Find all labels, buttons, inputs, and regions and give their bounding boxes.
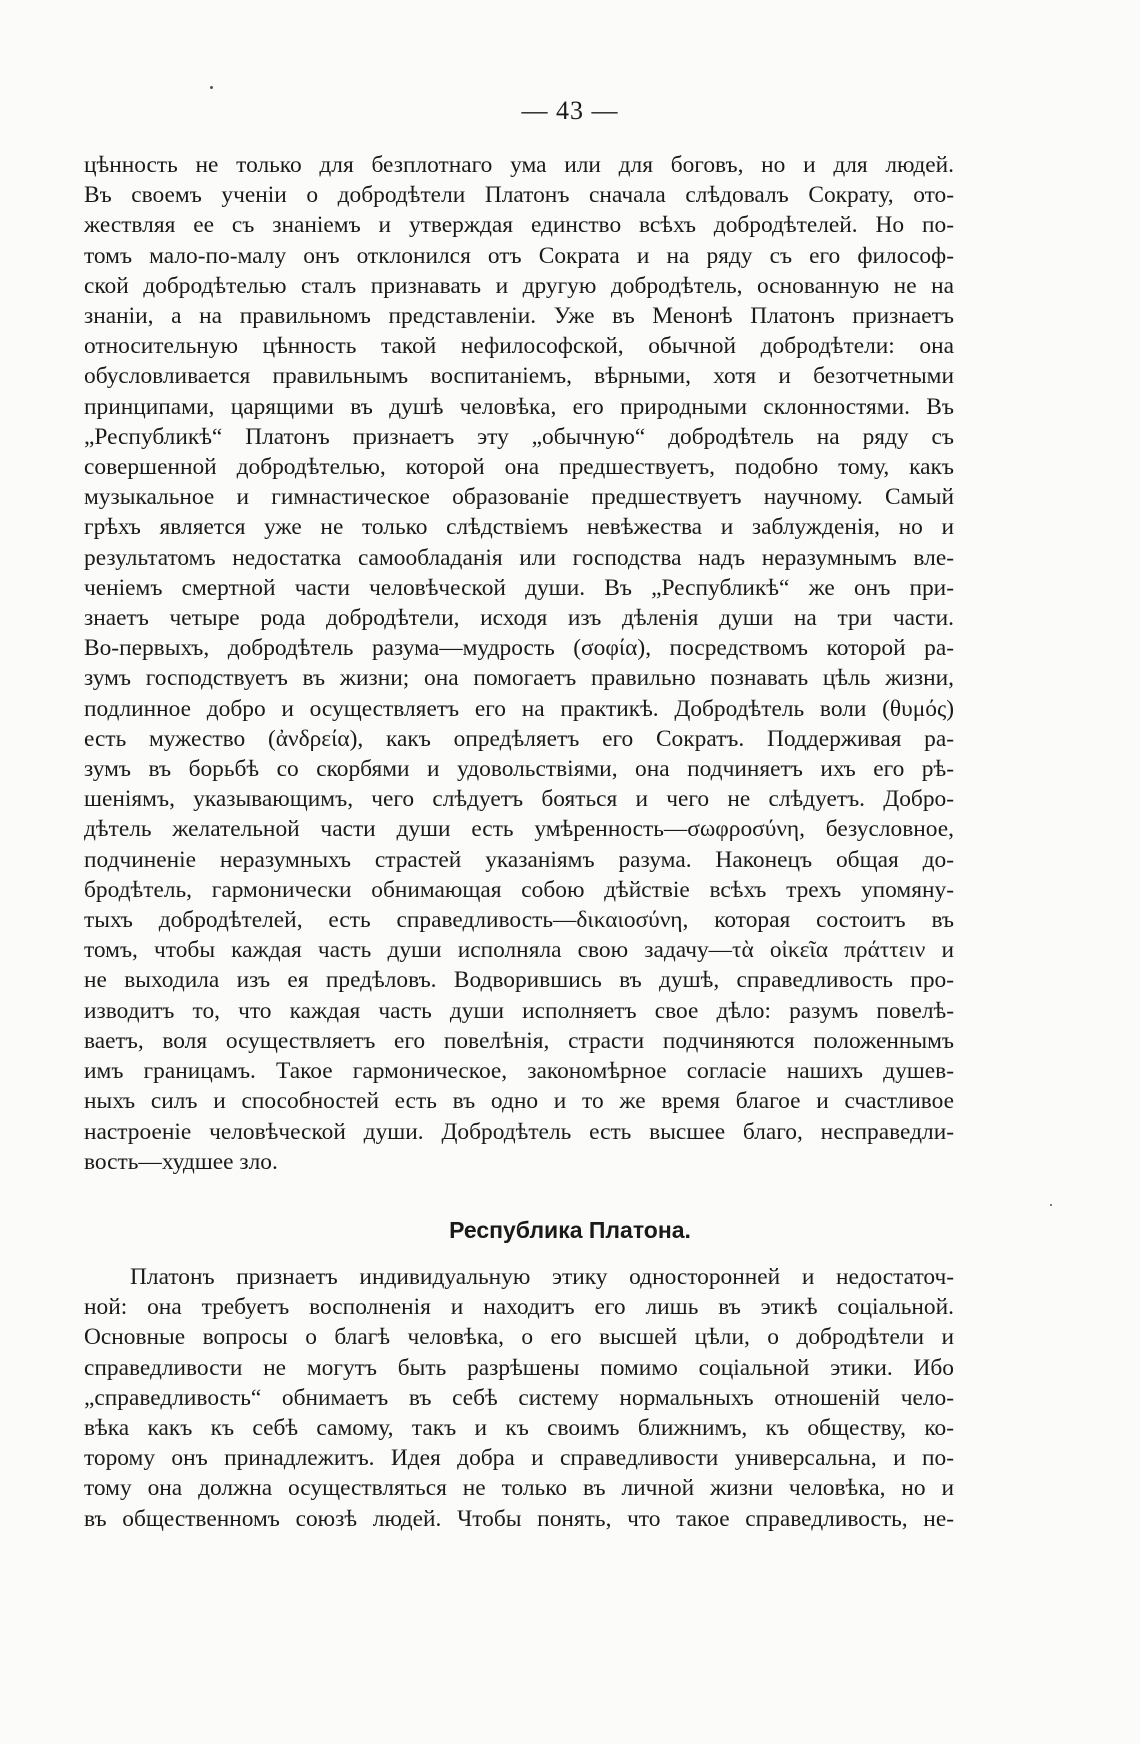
text-line: обусловливается правильнымъ воспитаніемъ, вѣрными, хотя и безотчетными [84, 363, 954, 390]
text-line: ныхъ силъ и способностей есть въ одно и то же время благое и счастливое [84, 1088, 954, 1115]
scan-speck [210, 86, 213, 89]
text-line: томъ мало-по-малу онъ отклонился отъ Сократа и на ряду съ его философ- [84, 242, 954, 269]
text-line: тыхъ добродѣтелей, есть справедливость—δικαιοσύνη, которая состоитъ въ [84, 907, 954, 934]
text-line: музыкальное и гимнастическое образованіе предшествуетъ научному. Самый [84, 484, 954, 511]
text-line: вость—худшее зло. [84, 1148, 278, 1175]
text-line: Платонъ признаетъ индивидуальную этику односторонней и недостаточ- [130, 1264, 954, 1290]
text-line: относительную цѣнность такой нефилософской, обычной добродѣтели: она [84, 333, 954, 360]
text-line: принципами, царящими въ душѣ человѣка, его природными склонностями. Въ [84, 393, 954, 420]
text-line: справедливости не могутъ быть разрѣшены помимо соціальной этики. Ибо [84, 1354, 954, 1381]
text-line: ской добродѣтелью сталъ признавать и другую добродѣтель, основанную не на [84, 272, 954, 299]
text-line: Во-первыхъ, добродѣтель разума—мудрость (σοφία), посредствомъ которой ра- [84, 635, 954, 662]
text-line: знаетъ четыре рода добродѣтели, исходя изъ дѣленія души на три части. [84, 605, 954, 632]
text-line: подчиненіе неразумныхъ страстей указаніямъ разума. Наконецъ общая до- [84, 846, 954, 873]
text-line: результатомъ недостатка самообладанія или господства надъ неразумнымъ вле- [84, 544, 954, 571]
text-line: торому онъ принадлежитъ. Идея добра и справедливости универсальна, и по- [84, 1445, 954, 1472]
text-line: жествляя ее съ знаніемъ и утверждая единство всѣхъ добродѣтелей. Но по- [84, 212, 954, 239]
body-paragraph-1 [84, 150, 954, 1177]
text-line: есть мужество (ἀνδρεία), какъ опредѣляетъ его Сократъ. Поддерживая ра- [84, 725, 954, 752]
body-paragraph-2 [84, 1262, 954, 1534]
text-line: бродѣтель, гармонически обнимающая собою дѣйствіе всѣхъ трехъ упомяну- [84, 876, 954, 903]
text-line: ченіемъ смертной части человѣческой души. Въ „Республикѣ“ же онъ при- [84, 574, 954, 601]
text-line: вѣка какъ къ себѣ самому, такъ и къ своимъ ближнимъ, къ обществу, ко- [84, 1415, 954, 1442]
text-line: „Республикѣ“ Платонъ признаетъ эту „обычную“ добродѣтель на ряду съ [84, 423, 954, 450]
text-line: грѣхъ является уже не только слѣдствіемъ невѣжества и заблужденія, но и [84, 514, 954, 541]
text-line: Въ своемъ ученіи о добродѣтели Платонъ сначала слѣдовалъ Сократу, ото- [84, 182, 954, 209]
text-line: ваетъ, воля осуществляетъ его повелѣнія, страсти подчиняются положеннымъ [84, 1027, 954, 1054]
text-line: ной: она требуетъ восполненія и находитъ его лишь въ этикѣ соціальной. [84, 1294, 954, 1321]
text-line: Основные вопросы о благѣ человѣка, о его высшей цѣли, о добродѣтели и [84, 1324, 954, 1351]
scan-speck [1050, 1204, 1052, 1206]
text-line: знаніи, а на правильномъ представленіи. Уже въ Менонѣ Платонъ признаетъ [84, 303, 954, 330]
text-line: зумъ въ борьбѣ со скорбями и удовольствіями, она подчиняетъ ихъ его рѣ- [84, 756, 954, 783]
text-line: имъ границамъ. Такое гармоническое, закономѣрное согласіе нашихъ душев- [84, 1058, 954, 1085]
text-line: совершенной добродѣтелью, которой она предшествуетъ, подобно тому, какъ [84, 454, 954, 481]
page-number: — 43 — [521, 96, 619, 125]
text-line: дѣтель желательной части души есть умѣренность—σωφροσύνη, безусловное, [84, 816, 954, 843]
text-line: томъ, чтобы каждая часть души исполняла свою задачу—τὰ οἰκεῖα πράττειν и [84, 937, 954, 964]
text-line: „справедливость“ обнимаетъ въ себѣ систему нормальныхъ отношеній чело- [84, 1384, 954, 1411]
text-line: изводитъ то, что каждая часть души исполняетъ свое дѣло: разумъ повелѣ- [84, 997, 954, 1024]
text-line: тому она должна осуществляться не только въ личной жизни человѣка, но и [84, 1475, 954, 1502]
text-line: подлинное добро и осуществляетъ его на практикѣ. Добродѣтель воли (θυμός) [84, 695, 954, 722]
text-line: зумъ господствуетъ въ жизни; она помогаетъ правильно познавать цѣль жизни, [84, 665, 954, 692]
text-line: шеніямъ, указывающимъ, чего слѣдуетъ бояться и чего не слѣдуетъ. Добро- [84, 786, 954, 813]
text-line: настроеніе человѣческой души. Добродѣтель есть высшее благо, несправедли- [84, 1118, 954, 1145]
text-line: цѣнность не только для безплотнаго ума или для боговъ, но и для людей. [84, 152, 954, 178]
text-line: не выходила изъ ея предѣловъ. Водворившись въ душѣ, справедливость про- [84, 967, 954, 994]
text-line: въ общественномъ союзѣ людей. Чтобы понять, что такое справедливость, не- [84, 1505, 954, 1532]
section-heading: Республика Платона. [449, 1217, 691, 1243]
